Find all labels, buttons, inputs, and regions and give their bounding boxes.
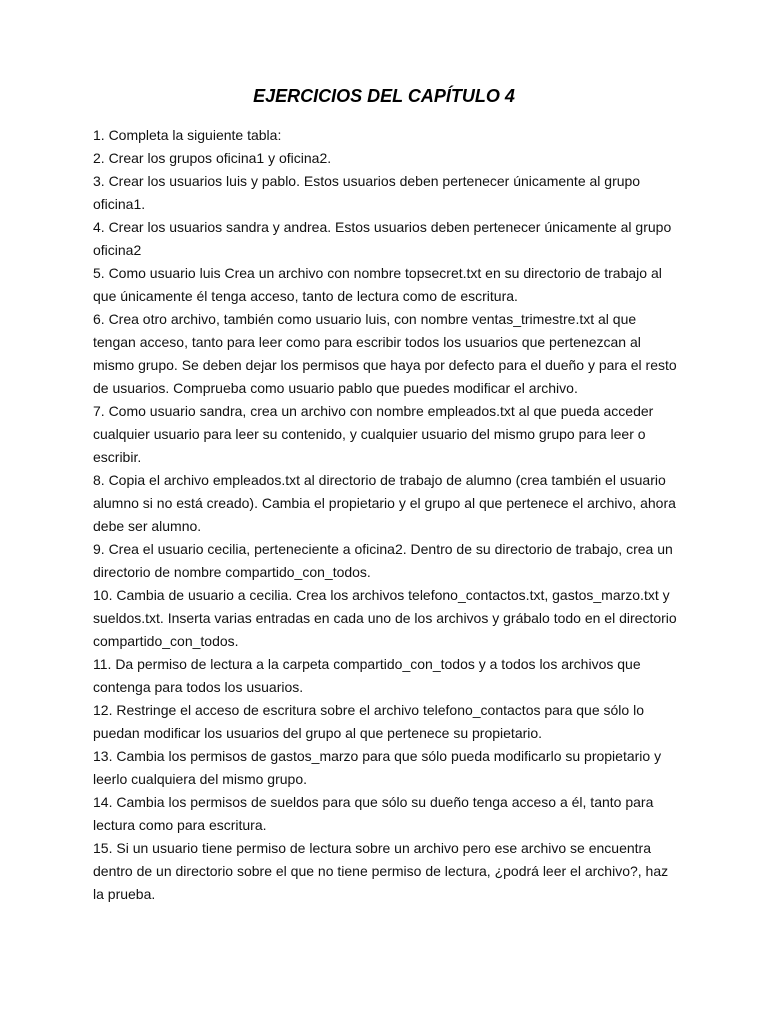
exercise-item-7: 7. Como usuario sandra, crea un archivo con nombre empleados.txt al que pueda acceder cualquier usuario para leer su contenido, y cualquier usuario del mismo grupo para leer o escribir.: [93, 403, 654, 465]
page-title: EJERCICIOS DEL CAPÍTULO 4: [253, 86, 515, 106]
exercise-item-11: 11. Da permiso de lectura a la carpeta compartido_con_todos y a todos los archivos que contenga para todos los usuarios.: [93, 656, 641, 695]
exercise-item-2: 2. Crear los grupos oficina1 y oficina2.: [93, 150, 332, 166]
exercise-item-3: 3. Crear los usuarios luis y pablo. Estos usuarios deben pertenecer únicamente al grupo oficina1.: [93, 173, 641, 212]
exercise-item-15: 15. Si un usuario tiene permiso de lectura sobre un archivo pero ese archivo se encuentra dentro de un directorio sobre el que no tiene permiso de lectura, ¿podrá leer el archivo?, haz la prueba.: [93, 840, 669, 902]
exercise-item-12: 12. Restringe el acceso de escritura sobre el archivo telefono_contactos para que sólo lo puedan modificar los usuarios del grupo al que pertenece su propietario.: [93, 702, 644, 741]
exercise-item-4: 4. Crear los usuarios sandra y andrea. Estos usuarios deben pertenecer únicamente al grupo oficina2: [93, 219, 672, 258]
exercise-item-1: 1. Completa la siguiente tabla:: [93, 127, 282, 143]
exercise-item-5: 5. Como usuario luis Crea un archivo con nombre topsecret.txt en su directorio de trabajo al que únicamente él tenga acceso, tanto de lectura como de escritura.: [93, 265, 662, 304]
exercise-item-13: 13. Cambia los permisos de gastos_marzo para que sólo pueda modificarlo su propietario y leerlo cualquiera del mismo grupo.: [93, 748, 662, 787]
exercise-item-6: 6. Crea otro archivo, también como usuario luis, con nombre ventas_trimestre.txt al que tengan acceso, tanto para leer como para escribir todos los usuarios que pertenezcan al mismo grupo. Se deben dejar los permisos que haya por defecto para el dueño y para el resto de usuarios. Comprueba como usuario pablo que puedes modificar el archivo.: [93, 311, 677, 396]
exercise-item-8: 8. Copia el archivo empleados.txt al directorio de trabajo de alumno (crea también el usuario alumno si no está creado). Cambia el propietario y el grupo al que pertenece el archivo, ahora debe ser alumno.: [93, 472, 676, 534]
exercise-item-9: 9. Crea el usuario cecilia, perteneciente a oficina2. Dentro de su directorio de trabajo, crea un directorio de nombre compartido_con_todos.: [93, 541, 673, 580]
exercise-item-10: 10. Cambia de usuario a cecilia. Crea los archivos telefono_contactos.txt, gastos_marzo.txt y sueldos.txt. Inserta varias entradas en cada uno de los archivos y grábalo todo en el directorio compartido_con_todos.: [93, 587, 677, 649]
exercise-item-14: 14. Cambia los permisos de sueldos para que sólo su dueño tenga acceso a él, tanto para lectura como para escritura.: [93, 794, 654, 833]
exercise-list: [93, 124, 677, 906]
